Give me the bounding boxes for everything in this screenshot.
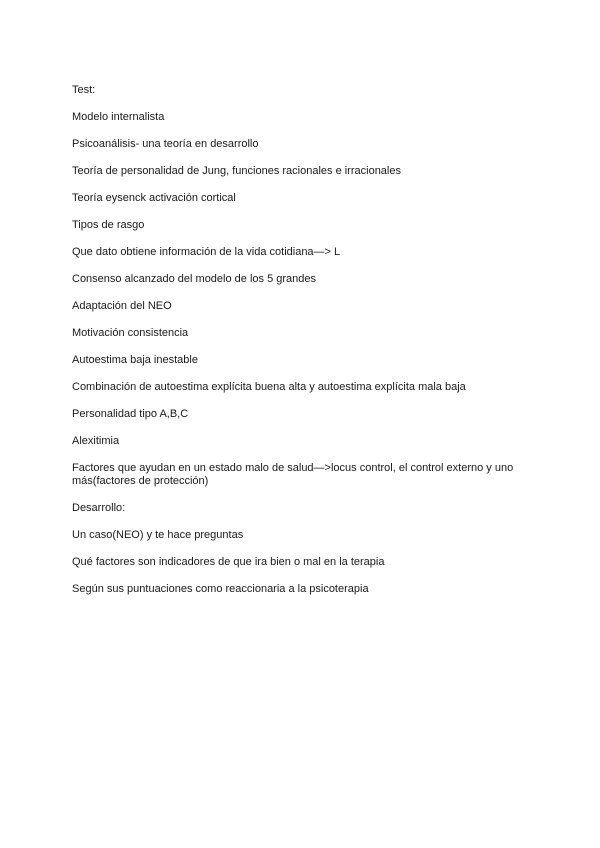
text-line: Consenso alcanzado del modelo de los 5 grandes xyxy=(72,273,316,285)
text-line: Según sus puntuaciones como reaccionaria a la psicoterapia xyxy=(72,583,369,595)
text-line: Teoría de personalidad de Jung, funciones racionales e irracionales xyxy=(72,165,401,177)
text-line: Un caso(NEO) y te hace preguntas xyxy=(72,529,244,541)
text-line: Motivación consistencia xyxy=(72,327,189,339)
text-line: Psicoanálisis- una teoría en desarrollo xyxy=(72,138,259,150)
text-line: Modelo internalista xyxy=(72,111,165,123)
text-line: Qué factores son indicadores de que ira bien o mal en la terapia xyxy=(72,556,385,568)
text-line: Personalidad tipo A,B,C xyxy=(72,408,189,420)
text-line: Factores que ayudan en un estado malo de salud—>locus control, el control externo y uno más(factores de protección) xyxy=(72,462,514,487)
text-line: Teoría eysenck activación cortical xyxy=(72,192,236,204)
text-line: Adaptación del NEO xyxy=(72,300,172,312)
text-line: Alexitimia xyxy=(72,435,120,447)
text-line: Tipos de rasgo xyxy=(72,219,145,231)
text-line: Combinación de autoestima explícita buena alta y autoestima explícita mala baja xyxy=(72,381,466,393)
section-heading-test: Test: xyxy=(72,84,96,96)
section-heading-desarrollo: Desarrollo: xyxy=(72,502,126,514)
text-line: Que dato obtiene información de la vida cotidiana—> L xyxy=(72,246,341,258)
text-line: Autoestima baja inestable xyxy=(72,354,198,366)
document-body xyxy=(72,84,532,610)
